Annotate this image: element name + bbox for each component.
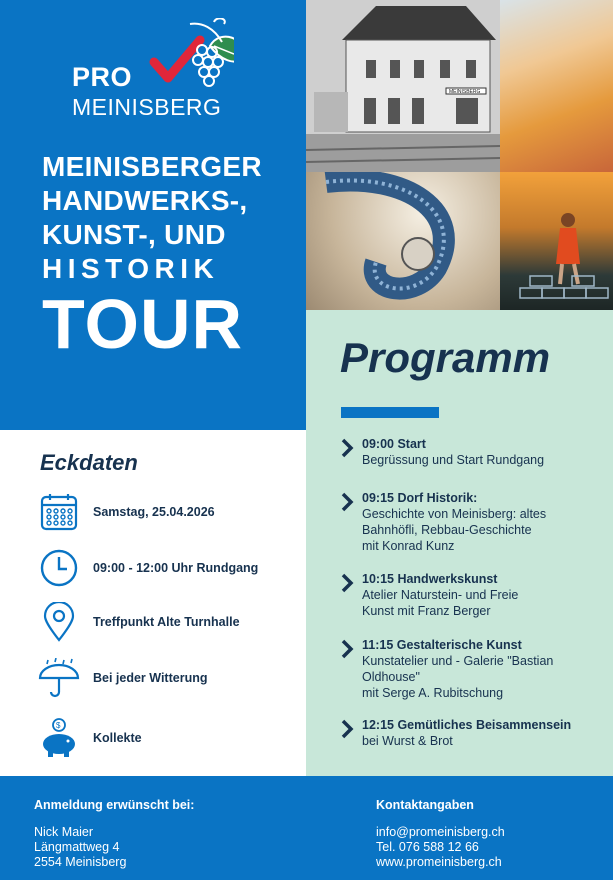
fact-location: [38, 602, 298, 642]
logo: [72, 18, 232, 128]
contact-heading: Kontaktangaben: [376, 798, 474, 812]
title-line-4: HISTORIK: [42, 253, 220, 284]
fact-label: Treffpunkt Alte Turnhalle: [93, 615, 240, 629]
program-item-line: mit Serge A. Rubitschung: [362, 686, 504, 700]
program-panel: [306, 310, 613, 776]
contact-email[interactable]: info@promeinisberg.ch: [376, 825, 505, 839]
program-item-line: Oldhouse": [362, 670, 420, 684]
fact-time: [38, 548, 298, 588]
program-item-line: Bahnhöfli, Rebbau-Geschichte: [362, 523, 532, 537]
photo-old-station: [306, 0, 500, 172]
chevron-right-icon: [340, 438, 354, 458]
fact-label: 09:00 - 12:00 Uhr Rundgang: [93, 561, 259, 575]
clock-icon: [38, 548, 80, 588]
fact-label: Bei jeder Witterung: [93, 671, 208, 685]
registration-block: [34, 798, 194, 870]
title-tour: TOUR: [42, 285, 244, 363]
title-line-2: HANDWERKS-,: [42, 185, 248, 216]
piggy-bank-icon: [38, 718, 80, 758]
title-line-1: MEINISBERGER: [42, 151, 262, 182]
footer: [0, 776, 613, 880]
chevron-right-icon: [340, 492, 354, 512]
chevron-right-icon: [340, 639, 354, 659]
svg-text:$: $: [56, 721, 61, 730]
contact-block: [376, 798, 505, 870]
fact-label: Samstag, 25.04.2026: [93, 505, 215, 519]
program-item-line: Geschichte von Meinisberg: altes: [362, 507, 547, 521]
fact-collection: [38, 718, 298, 758]
contact-phone[interactable]: Tel. 076 588 12 66: [376, 840, 479, 854]
chevron-right-icon: [340, 719, 354, 739]
location-pin-icon: [38, 602, 80, 642]
chevron-right-icon: [340, 573, 354, 593]
program-item-line: Kunstatelier und - Galerie "Bastian: [362, 654, 554, 668]
registration-name: Nick Maier: [34, 825, 94, 839]
photo-collage: [306, 0, 613, 310]
calendar-icon: [38, 492, 80, 532]
program-item-head: 10:15 Handwerkskunst: [362, 572, 498, 586]
logo-name: MEINISBERG: [72, 94, 222, 120]
grape-leaf-checkmark-logo-icon: [124, 18, 234, 90]
title-line-3: KUNST-, UND: [42, 219, 226, 250]
fact-weather: [38, 658, 298, 698]
photo-child-hopscotch: [500, 172, 613, 310]
program-item-head: 11:15 Gestalterische Kunst: [362, 638, 522, 652]
contact-website[interactable]: www.promeinisberg.ch: [376, 855, 502, 869]
eckdaten-panel: [0, 430, 306, 776]
program-item-line: mit Konrad Kunz: [362, 539, 455, 553]
fact-label: Kollekte: [93, 731, 142, 745]
tour-title: [42, 150, 262, 363]
hero-panel: [0, 0, 306, 430]
program-item-head: 09:15 Dorf Historik:: [362, 491, 478, 505]
umbrella-rain-icon: [38, 658, 80, 698]
program-item-head: 12:15 Gemütliches Beisammensein: [362, 718, 572, 732]
registration-city: 2554 Meinisberg: [34, 855, 127, 869]
station-sign-text: MEINISBERG: [449, 89, 481, 95]
fact-date: [38, 492, 298, 532]
program-item-line: Begrüssung und Start Rundgang: [362, 453, 545, 467]
program-item-line: bei Wurst & Brot: [362, 734, 453, 748]
program-heading: Programm: [340, 334, 551, 381]
logo-pro: PRO: [72, 62, 133, 92]
program-item-line: Kunst mit Franz Berger: [362, 604, 491, 618]
registration-street: Längmattweg 4: [34, 840, 120, 854]
registration-heading: Anmeldung erwünscht bei:: [34, 798, 195, 812]
eckdaten-heading: Eckdaten: [40, 450, 138, 475]
program-underline-bar: [341, 407, 439, 418]
photo-spiral-sculpture: [306, 172, 500, 310]
photo-abstract-painting: [500, 0, 613, 172]
program-item-line: Atelier Naturstein- und Freie: [362, 588, 519, 602]
program-item-head: 09:00 Start: [362, 437, 426, 451]
